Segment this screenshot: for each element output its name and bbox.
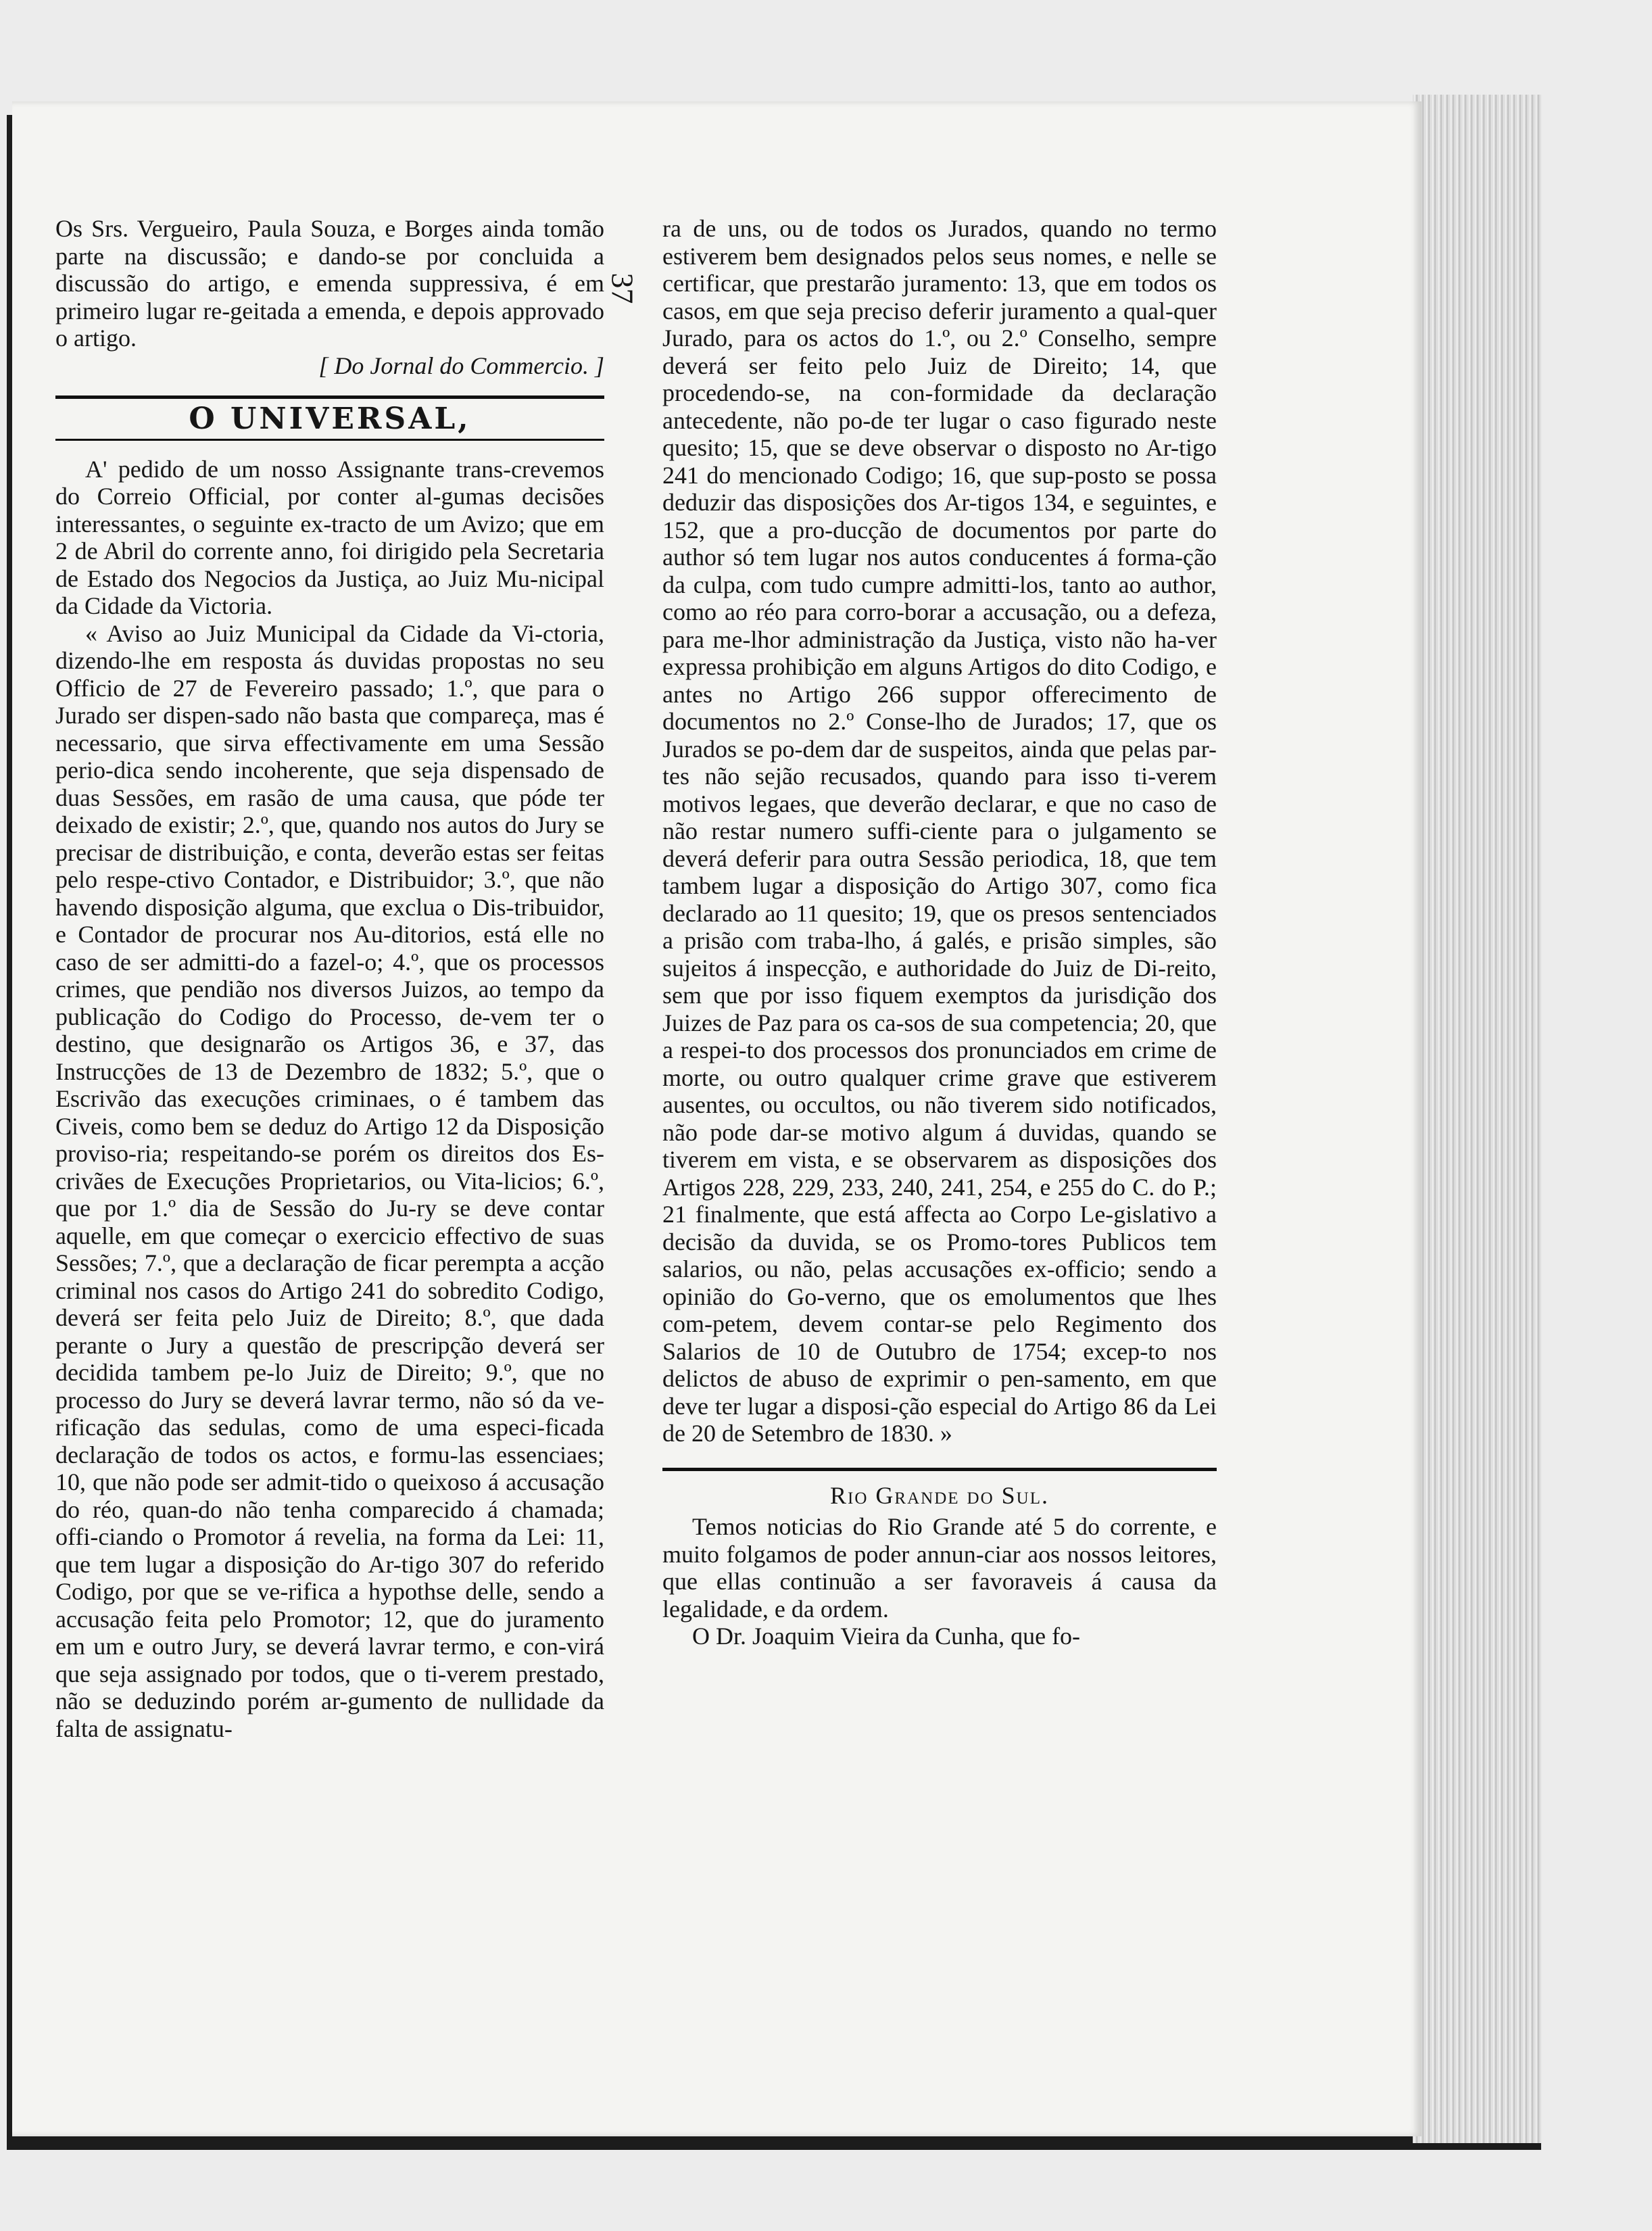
- intro-paragraph: A' pedido de um nosso Assignante trans-crevemos do Correio Official, por conter al-gumas decisões interessantes, o seguinte ex-tracto de um Avizo; que em 2 de Abril do corrente anno, foi dirigido pela Secretaria de Estado dos Negocios da Justiça, ao Juiz Mu-nicipal da Cidade da Victoria.: [55, 455, 604, 619]
- left-column: [55, 215, 604, 1742]
- final-line: O Dr. Joaquim Vieira da Cunha, que fo-: [692, 1623, 1081, 1650]
- section-divider: [662, 1468, 1217, 1471]
- book-page-edges: [1413, 95, 1541, 2143]
- section-heading: Rio Grande do Sul.: [830, 1481, 1049, 1509]
- aviso-paragraph: « Aviso ao Juiz Municipal da Cidade da Vi-ctoria, dizendo-lhe em resposta ás duvidas propostas no seu Officio de 27 de Fevereiro passado; 1.º, que para o Jurado ser dispen-sado não basta que compareça, mas é necessario, que sirva effectivamente em uma Sessão perio-dica sendo incoherente, que seja dispensado de duas Sessões, em rasão de uma causa, que póde ter deixado de existir; 2.º, que, quando nos autos do Jury se precisar de distribuição, e conta, deverão estas ser feitas pelo respe-ctivo Contador, e Distribuidor; 3.º, que não havendo disposição alguma, que exclua o Dis-tribuidor, e Contador de procurar nos Au-ditorios, está elle no caso de ser admitti-do a fazel-o; 4.º, que os processos crimes, que pendião nos diversos Juizos, ao tempo da publicação do Codigo do Processo, de-vem ter o destino, que designarão os Artigos 36, e 37, das Instrucções de 13 de Dezembro de 1832; 5.º, que o Escrivão das execuções criminaes, o é tambem das Civeis, como bem se deduz do Artigo 12 da Disposição proviso-ria; respeitando-se porém os direitos dos Es-crivães de Execuções Proprietarios, ou Vita-licios; 6.º, que por 1.º dia de Sessão do Ju-ry se deve contar aquelle, em que comeςar o exercicio effectivo de suas Sessões; 7.º, que a declaração de ficar perempta a acção criminal nos casos do Artigo 241 do sobredito Codigo, deverá ser feita pelo Juiz de Direito; 8.º, que dada perante o Jury a questão de prescripção deverá ser decidida tambem pe-lo Juiz de Direito; 9.º, que no processo do Jury se deverá lavrar termo, não só da ve-rificação das sedulas, como de uma especi-ficada declaração de todos os actos, e formu-las essenciaes; 10, que não pode ser admit-tido o queixoso á accusação do réo, quan-do não tenha comparecido á chamada; offi-ciando o Promotor á revelia, na forma da Lei: 11, que tem lugar a disposição do Ar-tigo 307 do referido Codigo, por que se ve-rifica a hypothse delle, sendo a accusação feita pelo Promotor; 12, que do juramento em um e outro Jury, se deverá lavrar termo, e con-virá que seja assignado por todos, que o ti-verem prestado, não se deduzindo porém ar-gumento de nullidade da falta de assignatu-: [55, 619, 604, 1742]
- right-column: [662, 215, 1217, 1650]
- source-citation: [ Do Jornal do Commercio. ]: [318, 352, 604, 379]
- page-number: 37: [605, 272, 640, 304]
- news-paragraph: Temos noticias do Rio Grande até 5 do corrente, e muito folgamos de poder annun-ciar aos nossos leitores, que ellas continuão a ser favoraveis á causa da legalidade, e da ordem.: [662, 1513, 1217, 1623]
- masthead: [55, 395, 604, 441]
- opening-paragraph: Os Srs. Vergueiro, Paula Souza, e Borges ainda tomão parte na discussão; e dando-se por concluida a discussão do artigo, e emenda suppressiva, é em primeiro lugar re-geitada a emenda, e depois approvado o artigo.: [55, 215, 604, 352]
- continuation-paragraph: ra de uns, ou de todos os Jurados, quando no termo estiverem bem designados pelos seus nomes, e nelle se certificar, que prestarão juramento: 13, que em todos os casos, em que seja preciso deferir juramento a qual-quer Jurado, para os actos do 1.º, ou 2.º Conselho, sempre deverá ser feito pelo Juiz de Direito; 14, que procedendo-se, na con-formidade da declaração antecedente, não po-de ter lugar o caso figurado neste quesito; 15, que se deve observar o disposto no Ar-tigo 241 do mencionado Codigo; 16, que sup-posto se possa deduzir das disposições dos Ar-tigos 134, e seguintes, e 152, que a pro-ducção de documentos por parte do author só tem lugar nos autos conducentes á forma-ção da culpa, com tudo cumpre admitti-los, tanto ao author, como ao réo para corro-borar a accusação, ou a defeza, para me-lhor administração da Justiça, visto não ha-ver expressa prohibição em alguns Artigos do dito Codigo, e antes no Artigo 266 suppor offerecimento de documentos no 2.º Conse-lho de Jurados; 17, que os Jurados se po-dem dar de suspeitos, ainda que pelas par-tes não sejão recusados, quando para isso ti-verem motivos legaes, que deverão declarar, e que no caso de não restar numero suffi-ciente para o julgamento se deverá deferir para outra Sessão periodica, 18, que tem tambem lugar a disposição do Artigo 307, como fica declarado ao 11 quesito; 19, que os presos sentenciados a prisão com traba-lho, á galés, e prisão simples, são sujeitos á inspecção, e authoridade do Juiz de Di-reito, sem que por isso fiquem exemptos da jurisdição dos Juizes de Paz para os ca-sos de sua competencia; 20, que a respei-to dos processos dos pronunciados em crime de morte, ou outro qualquer crime grave que estiverem ausentes, ou occultos, ou não tiverem sido notificados, não pode dar-se motivo algum á duvidas, quando se tiverem em vista, e se observarem as disposições dos Artigos 228, 229, 233, 240, 241, 254, e 255 do C. do P.; 21 finalmente, que está affecta ao Corpo Le-gislativo a decisão da duvida, se os Promo-tores Publicos tem salarios, ou não, pelas accusações ex-officio; sendo a opinião do Go-verno, que os emolumentos que lhes com-petem, devem contar-se pelo Regimento dos Salarios de 10 de Outubro de 1754; excep-to nos delictos de abuso de exprimir o pen-samento, em que deve ter lugar a disposi-ção especial do Artigo 86 da Lei de 20 de Setembro de 1830. »: [662, 215, 1217, 1447]
- masthead-title: O UNIVERSAL,: [189, 402, 471, 436]
